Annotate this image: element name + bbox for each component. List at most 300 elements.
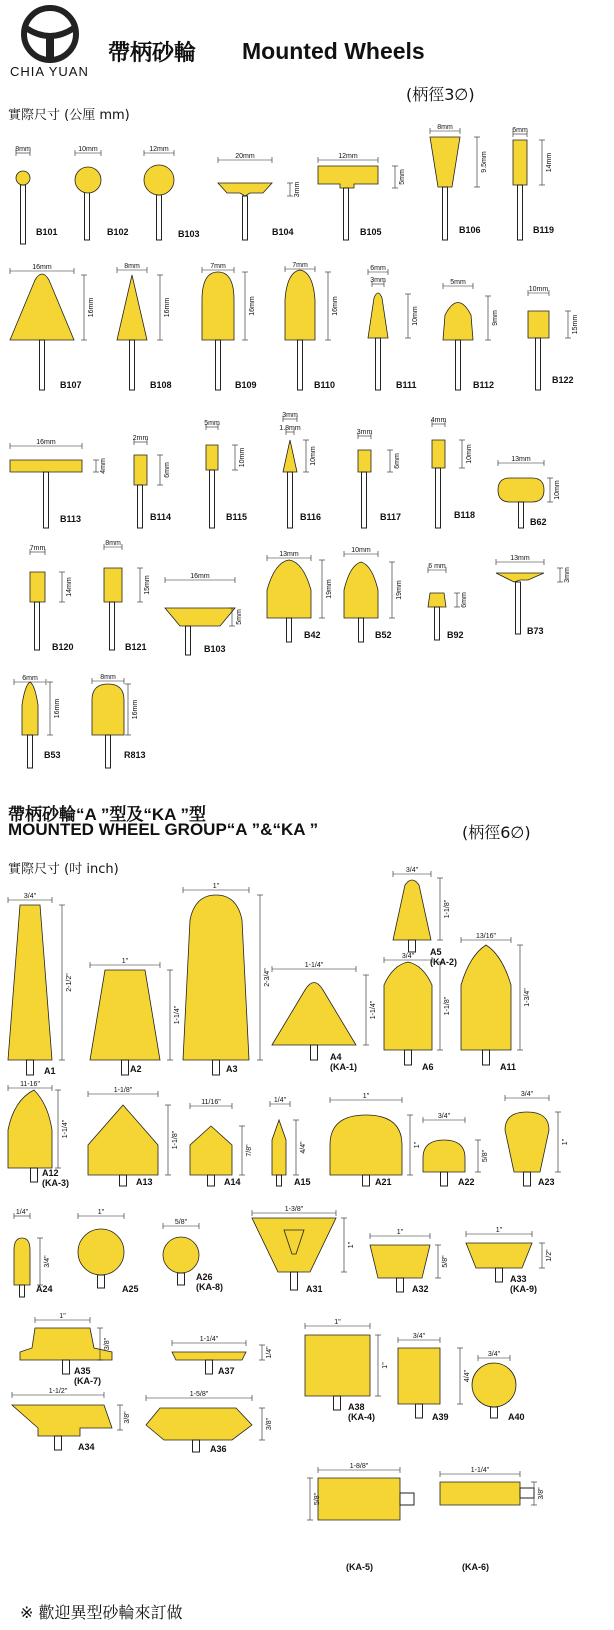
wheel-code: (KA-5): [346, 1562, 373, 1572]
dimension-label: 1-1/4": [199, 1336, 219, 1343]
wheel-code: A26: [196, 1272, 213, 1282]
shank: [130, 340, 135, 390]
wheel-code: B118: [454, 510, 476, 520]
wheel-code: B101: [36, 227, 58, 237]
wheel-head-ball: [163, 1237, 199, 1273]
wheel-head-cyl: [104, 568, 122, 602]
dimension-label: 20mm: [235, 153, 255, 160]
brand-name: CHIA YUAN: [10, 64, 89, 79]
wheel-code: B117: [380, 512, 402, 522]
wheel-code: B107: [60, 380, 82, 390]
wheel-head-cyl: [134, 455, 147, 485]
wheel-head-disc: [12, 1405, 112, 1436]
dimension-label: 16mm: [190, 573, 210, 580]
wheel-head-taper: [428, 593, 446, 607]
dimension-label: 16mm: [36, 439, 56, 446]
dimension-label: 6 mm: [428, 563, 446, 570]
dimension-label: 3/8": [538, 1487, 545, 1500]
shank: [416, 1404, 423, 1418]
wheel-head-disc: [172, 1352, 246, 1360]
dimension-label: 6mm: [22, 675, 38, 682]
wheel-head-cone: [368, 293, 388, 338]
shank: [516, 582, 521, 634]
shank: [298, 340, 303, 390]
dimension-label: 3/4": [44, 1255, 51, 1268]
wheel-head-cyl: [206, 445, 218, 470]
shank: [213, 1060, 220, 1075]
wheel-code: A38: [348, 1402, 365, 1412]
shank: [436, 468, 441, 528]
dimension-label: 7/8": [246, 1144, 253, 1157]
wheel-head-cone: [88, 1105, 158, 1175]
dimension-label: 1-3/8": [284, 1206, 304, 1213]
dimension-label: 3/4": [23, 893, 37, 900]
wheel-head-dome: [423, 1140, 465, 1172]
dimension-label: 1/4": [15, 1209, 29, 1216]
wheel-code-alt: (KA-1): [330, 1062, 357, 1072]
wheel-code: A32: [412, 1284, 429, 1294]
wheel-head-ball: [144, 165, 174, 195]
dimension-label: 1-5/8": [189, 1391, 209, 1398]
shank: [344, 188, 349, 240]
wheel-head-ball: [78, 1229, 124, 1275]
dimension-label: 3mm: [564, 567, 571, 583]
wheel-head-cone: [272, 1120, 286, 1175]
wheel-head-taper: [466, 1243, 532, 1268]
dimension-label: 5mm: [236, 609, 243, 625]
wheel-head-cyl: [318, 1478, 400, 1520]
wheel-code-alt: (KA-2): [430, 957, 457, 967]
dimension-label: 1-1/8": [444, 996, 451, 1016]
shank: [397, 1278, 404, 1292]
wheel-code: A34: [78, 1442, 95, 1452]
wheel-code: A14: [224, 1177, 241, 1187]
wheel-head-cup: [165, 608, 235, 626]
wheel-code: A6: [422, 1062, 434, 1072]
wheel-head-cyl: [432, 440, 445, 468]
wheel-head-bullet: [22, 682, 38, 735]
shank: [210, 470, 215, 528]
dimension-label: 5/8": [174, 1219, 188, 1226]
dimension-label: 8mm: [15, 146, 31, 153]
wheel-code: B111: [396, 380, 417, 390]
shank: [483, 1050, 490, 1065]
wheel-code: A22: [458, 1177, 475, 1187]
dimension-label: 1-8/8": [349, 1463, 369, 1470]
shank: [216, 340, 221, 390]
wheel-head-bullet: [202, 272, 234, 340]
dimension-label: 7mm: [210, 263, 226, 270]
footer-note: ※ 歡迎異型砂輪來訂做: [20, 1603, 183, 1622]
wheel-head-disc: [10, 460, 82, 472]
dimension-label: 6mm: [461, 592, 468, 608]
shank: [363, 1175, 370, 1186]
dimension-label: 6mm: [164, 462, 171, 478]
shank: [311, 1045, 318, 1060]
dimension-label: 15mm: [144, 575, 151, 595]
dimension-label: 2-3/4": [264, 968, 271, 987]
dimension-label: 11/16": [201, 1099, 221, 1106]
wheel-code: B53: [44, 750, 61, 760]
shank: [362, 472, 367, 528]
wheel-code: A15: [294, 1177, 311, 1187]
dimension-label: 1": [362, 1093, 370, 1100]
dimension-label: 1-1/8": [444, 899, 451, 919]
dimension-label: 3/4": [437, 1113, 451, 1120]
shank: [405, 1050, 412, 1065]
shank: [359, 618, 364, 642]
dimension-label: 3/4": [405, 867, 419, 874]
wheel-code: A21: [375, 1177, 392, 1187]
wheel-head-taper: [370, 1245, 430, 1278]
dimension-label: 1-1/2": [48, 1388, 68, 1395]
dimension-label: 3/4": [487, 1351, 501, 1358]
dimension-label: 1": [59, 1313, 66, 1320]
wheel-code: B102: [107, 227, 129, 237]
shank: [28, 735, 33, 768]
dimension-label: 8mm: [437, 124, 453, 131]
dimension-label: 1-3/4": [524, 988, 531, 1007]
wheel-head-bullet: [285, 270, 315, 340]
wheel-code: A39: [432, 1412, 449, 1422]
wheel-head-cone: [272, 983, 356, 1046]
shank: [178, 1273, 185, 1285]
dimension-label: 6mm: [512, 127, 528, 134]
dimension-label: 5/8": [442, 1255, 449, 1268]
dimension-label: 1.8mm: [279, 425, 301, 432]
shank: [63, 1360, 70, 1374]
wheel-code: A13: [136, 1177, 153, 1187]
dimension-label: 10mm: [310, 446, 317, 466]
shank: [106, 735, 111, 768]
wheel-head-dome: [330, 1115, 402, 1175]
dimension-label: 1-1/4": [370, 1000, 377, 1020]
wheel-code-alt: (KA-7): [74, 1376, 101, 1386]
shank: [206, 1360, 213, 1374]
dimension-label: 2mm: [132, 435, 149, 442]
shank: [334, 1396, 341, 1410]
dimension-label: 10mm: [351, 547, 371, 554]
wheel-code: B103: [204, 644, 226, 654]
wheel-code: (KA-6): [462, 1562, 489, 1572]
unit-note-mm: 實際尺寸 (公厘 mm): [8, 108, 130, 123]
wheel-head-cyl: [513, 140, 527, 185]
dimension-label: 1-1/4": [304, 962, 324, 969]
dimension-label: 16mm: [132, 699, 139, 720]
dimension-label: 10mm: [528, 286, 549, 293]
dimension-label: 5mm: [204, 420, 220, 427]
wheel-head-cyl: [305, 1335, 370, 1396]
wheel-code: B109: [235, 380, 257, 390]
dimension-label: 4/4": [464, 1369, 471, 1383]
shank: [120, 1175, 127, 1186]
dimension-label: 14mm: [66, 577, 73, 597]
dimension-label: 13/16": [475, 933, 497, 940]
wheel-code: B92: [447, 630, 464, 640]
dimension-label: 8mm: [105, 540, 121, 547]
wheel-head-taper: [430, 137, 460, 187]
wheel-code: A24: [36, 1284, 53, 1294]
wheel-code: B121: [125, 642, 147, 652]
wheel-head-cone: [283, 440, 297, 472]
dimension-label: 1": [348, 1241, 355, 1249]
wheel-code: B119: [533, 225, 555, 235]
dimension-label: 10mm: [78, 146, 98, 153]
wheel-code: R813: [124, 750, 146, 760]
wheel-code: B106: [459, 225, 481, 235]
wheel-code: B62: [530, 517, 547, 527]
wheel-code-alt: (KA-3): [42, 1178, 69, 1188]
shank: [55, 1436, 62, 1450]
shank: [20, 1285, 25, 1297]
shank: [288, 472, 293, 528]
wheel-head-cyl: [440, 1482, 520, 1505]
wheel-code: A11: [500, 1062, 517, 1072]
wheel-head-disc: [218, 183, 272, 196]
dimension-label: 5mm: [450, 279, 466, 286]
wheel-code: A35: [74, 1366, 91, 1376]
wheel-code: B105: [360, 227, 382, 237]
wheel-code: B113: [60, 514, 82, 524]
dimension-label: 8mm: [100, 674, 116, 681]
dimension-label: 3/8": [104, 1337, 111, 1351]
dimension-label: 7mm: [29, 545, 46, 552]
dimension-label: 16mm: [249, 296, 256, 316]
dimension-label: 16mm: [88, 297, 95, 318]
wheel-code: A5: [430, 947, 442, 957]
dimension-label: 4mm: [100, 458, 107, 474]
shank: [287, 618, 292, 642]
wheel-code-alt: (KA-9): [510, 1284, 537, 1294]
wheel-head-taper: [505, 1112, 549, 1172]
wheel-head-cup: [252, 1218, 336, 1272]
shank-note-inch: (柄徑6∅): [462, 823, 531, 842]
shank: [98, 1275, 105, 1288]
dimension-label: 13mm: [510, 555, 530, 562]
wheel-code: A3: [226, 1064, 238, 1074]
dimension-label: 16mm: [164, 297, 171, 318]
wheel-head-cyl: [30, 572, 45, 602]
shank: [157, 195, 162, 240]
wheel-head-ball: [472, 1363, 516, 1407]
dimension-label: 12mm: [338, 153, 358, 160]
wheel-code: A2: [130, 1064, 142, 1074]
wheel-head-taper: [8, 905, 52, 1060]
dimension-label: 3mm: [294, 181, 301, 198]
shank: [31, 1168, 38, 1182]
wheel-head-bullet: [8, 1090, 52, 1168]
shank: [110, 602, 115, 650]
wheel-code: B115: [226, 512, 248, 522]
unit-note-inch: 實際尺寸 (吋 inch): [8, 862, 119, 877]
shank: [409, 940, 416, 952]
dimension-label: 5/8": [482, 1149, 489, 1163]
dimension-label: 1-1/4": [62, 1119, 69, 1139]
wheel-code: A12: [42, 1168, 59, 1178]
dimension-label: 10mm: [466, 444, 473, 464]
dimension-label: 5mm: [399, 169, 406, 185]
title-en: Mounted Wheels: [242, 38, 425, 64]
dimension-label: 1": [97, 1209, 105, 1216]
wheel-head-bullet: [92, 684, 124, 735]
dimension-label: 6mm: [370, 265, 386, 272]
wheel-head-bullet: [461, 945, 511, 1050]
dimension-label: 3mm: [370, 277, 386, 284]
wheel-code-alt: (KA-4): [348, 1412, 375, 1422]
wheel-code: A36: [210, 1444, 227, 1454]
wheel-head-cyl: [398, 1348, 440, 1404]
dimension-label: 3/4": [401, 953, 415, 960]
shank: [496, 1268, 503, 1282]
shank: [35, 602, 40, 650]
wheel-code: B114: [150, 512, 172, 522]
shank: [536, 338, 541, 390]
wheel-head-bullet: [344, 562, 378, 618]
dimension-label: 6mm: [394, 453, 401, 469]
dimension-label: 1": [495, 1227, 503, 1234]
shank: [85, 190, 90, 240]
shank: [491, 1407, 498, 1418]
shank: [400, 1493, 414, 1505]
shank: [243, 196, 248, 240]
wheel-head-cyl: [528, 311, 549, 338]
wheel-code: B73: [527, 626, 544, 636]
dimension-label: 1-1/4": [174, 1005, 181, 1025]
shank: [122, 1060, 129, 1075]
dimension-label: 14mm: [546, 152, 553, 173]
shank: [138, 485, 143, 528]
wheel-head-bullet: [384, 962, 432, 1050]
wheel-code: B108: [150, 380, 172, 390]
wheel-code: B122: [552, 375, 574, 385]
dimension-label: 3/8": [266, 1417, 273, 1431]
dimension-label: 4mm: [430, 417, 447, 424]
dimension-label: 3mm: [282, 412, 298, 419]
wheel-head-disc: [20, 1328, 112, 1360]
wheel-head-cone: [190, 1126, 232, 1175]
wheel-code: A33: [510, 1274, 527, 1284]
dimension-label: 1/4": [273, 1097, 287, 1104]
wheel-head-bullet: [267, 560, 311, 618]
shank: [21, 185, 26, 244]
shank: [27, 1060, 34, 1075]
dimension-label: 13mm: [279, 551, 299, 558]
dimension-label: 1": [212, 883, 220, 890]
dimension-label: 1-1/4": [470, 1467, 490, 1474]
shank: [208, 1175, 215, 1186]
wheel-head-disc: [146, 1408, 252, 1440]
dimension-label: 1": [334, 1319, 341, 1326]
dimension-label: 1/4": [266, 1346, 273, 1359]
shank: [435, 607, 440, 640]
wheel-head-cyl: [358, 450, 371, 472]
shank: [524, 1172, 531, 1186]
dimension-label: 4/4": [300, 1141, 307, 1154]
dimension-label: 16mm: [54, 698, 61, 719]
wheel-code: B116: [300, 512, 322, 522]
dimension-label: 15mm: [572, 314, 579, 335]
shank-note-mm: (柄徑3∅): [406, 85, 475, 104]
wheel-code: B42: [304, 630, 321, 640]
dimension-label: 1": [121, 958, 129, 965]
dimension-label: 16mm: [32, 264, 52, 271]
wheel-code: B112: [473, 380, 495, 390]
wheel-head-cone: [393, 880, 431, 940]
dimension-label: 19mm: [396, 580, 403, 600]
wheel-head-disc: [318, 166, 378, 188]
wheel-code: B104: [272, 227, 294, 237]
dimension-label: 3/8": [124, 1411, 131, 1424]
wheel-code: A25: [122, 1284, 139, 1294]
dimension-label: 2-1/2": [66, 973, 73, 992]
wheel-head-bullet: [183, 895, 249, 1060]
dimension-label: 1": [396, 1229, 404, 1236]
dimension-label: 7mm: [292, 262, 308, 269]
shank: [44, 472, 49, 528]
shank: [40, 340, 45, 390]
dimension-label: 5/8": [314, 1492, 321, 1506]
section2-title-zh: 帶柄砂輪“A ”型及“KA ”型: [8, 805, 207, 824]
shank: [441, 1172, 448, 1186]
wheel-code: A4: [330, 1052, 342, 1062]
wheel-code: B52: [375, 630, 392, 640]
shank: [186, 626, 191, 655]
dimension-label: 12mm: [149, 146, 169, 153]
wheel-code: A37: [218, 1366, 235, 1376]
wheel-head-ball: [75, 167, 101, 193]
wheel-head-cone: [117, 275, 147, 340]
wheel-code-alt: (KA-8): [196, 1282, 223, 1292]
dimension-label: 1": [414, 1141, 421, 1149]
title-zh: 帶柄砂輪: [108, 41, 197, 66]
dimension-label: 1-1/8": [172, 1130, 179, 1150]
dimension-label: 19mm: [326, 579, 333, 599]
wheel-head-ball: [16, 171, 30, 185]
shank: [456, 340, 461, 390]
wheel-head-bullet: [14, 1238, 30, 1285]
wheel-head-bullet: [443, 303, 473, 341]
dimension-label: 3mm: [356, 429, 373, 436]
wheel-code: A23: [538, 1177, 555, 1187]
shank: [277, 1175, 282, 1186]
dimension-label: 10mm: [554, 480, 561, 500]
wheel-code: B110: [314, 380, 336, 390]
wheel-head-disc: [496, 573, 544, 582]
shank: [520, 1488, 534, 1498]
shank: [519, 502, 524, 528]
dimension-label: 3/4": [520, 1091, 534, 1098]
wheel-head-taper: [90, 970, 160, 1060]
wheel-code: B103: [178, 229, 200, 239]
wheel-code: A1: [44, 1066, 56, 1076]
wheel-head-cone: [10, 274, 74, 340]
dimension-label: 11-16": [20, 1081, 40, 1088]
dimension-label: 13mm: [511, 456, 531, 463]
dimension-label: 1-1/8": [113, 1087, 133, 1094]
shank: [193, 1440, 200, 1452]
wheel-code: A31: [306, 1284, 323, 1294]
shank: [291, 1272, 298, 1290]
dimension-label: 10mm: [412, 306, 419, 326]
dimension-label: 8mm: [124, 263, 140, 270]
wheel-code: B120: [52, 642, 74, 652]
dimension-label: 16mm: [332, 296, 339, 316]
shank: [518, 185, 523, 240]
wheel-code: A40: [508, 1412, 525, 1422]
dimension-label: 9.5mm: [481, 151, 488, 173]
wheel-head-oval: [498, 478, 544, 502]
shank: [376, 338, 381, 390]
